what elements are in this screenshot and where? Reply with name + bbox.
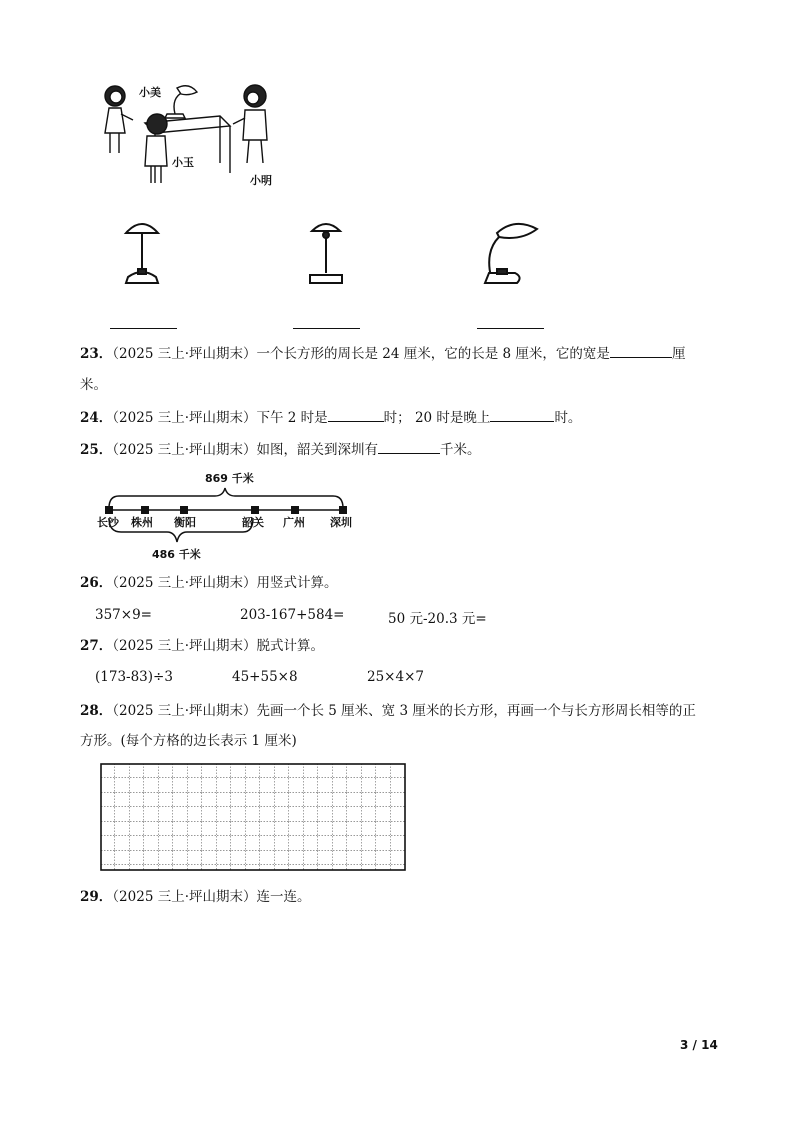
answer-blank-lamp-2[interactable] <box>293 327 360 329</box>
calc-item: 357×9= <box>95 607 152 623</box>
lamp-front-view-icon <box>118 215 168 290</box>
city-marker <box>291 506 299 514</box>
question-source: （2025 三上·坪山期末） <box>112 346 257 362</box>
question-number: 26 <box>80 575 99 591</box>
question-number: 25 <box>80 442 99 458</box>
city-marker <box>339 506 347 514</box>
calc-item: (173-83)÷3 <box>95 669 173 685</box>
city-label: 广州 <box>283 516 305 529</box>
question-23-continuation: 米。 <box>80 377 107 393</box>
drawing-grid[interactable] <box>100 763 406 871</box>
page-number: 3 / 14 <box>680 1038 718 1052</box>
label-xiaoyu: 小玉 <box>172 156 194 169</box>
city-marker <box>141 506 149 514</box>
lamp-side-view-icon <box>302 215 352 290</box>
question-28: 28．（2025 三上·坪山期末）先画一个长 5 厘米、宽 3 厘米的长方形，再画一个与长方形周长相等的正 <box>80 703 696 719</box>
question-24: 24．（2025 三上·坪山期末）下午 2 时是 时； 20 时是晚上 时。 <box>80 407 581 428</box>
answer-blank[interactable] <box>610 343 672 358</box>
city-label: 长沙 <box>97 516 119 529</box>
city-label: 深圳 <box>330 516 352 529</box>
question-27: 27．（2025 三上·坪山期末）脱式计算。 <box>80 638 324 654</box>
question-number: 28 <box>80 703 99 719</box>
question-text: 一个长方形的周长是 24 厘米，它的长是 8 厘米，它的宽是 <box>256 346 610 362</box>
answer-blank-lamp-3[interactable] <box>477 327 544 329</box>
question-source: （2025 三上·坪山期末） <box>112 442 257 458</box>
question-source: （2025 三上·坪山期末） <box>112 410 257 426</box>
answer-blank-lamp-1[interactable] <box>110 327 177 329</box>
city-label: 株州 <box>131 516 153 529</box>
route-partial-distance: 486 千米 <box>152 548 201 561</box>
calc-item: 25×4×7 <box>367 669 424 685</box>
city-marker <box>180 506 188 514</box>
calc-item: 45+55×8 <box>232 669 298 685</box>
question-number: 27 <box>80 638 99 654</box>
calc-item: 203-167+584= <box>240 607 345 623</box>
label-xiaomei: 小美 <box>139 86 161 99</box>
lamp-angled-view-icon <box>475 215 545 290</box>
question-23: 23．（2025 三上·坪山期末）一个长方形的周长是 24 厘米，它的长是 8 厘米，它的宽是 厘 <box>80 343 685 364</box>
city-label: 衡阳 <box>174 516 196 529</box>
city-marker <box>251 506 259 514</box>
route-total-distance: 869 千米 <box>205 472 254 485</box>
question-number: 29 <box>80 889 99 905</box>
question-source: （2025 三上·坪山期末） <box>112 575 257 591</box>
answer-blank[interactable] <box>328 407 384 422</box>
label-xiaoming: 小明 <box>250 174 272 187</box>
question-25: 25．（2025 三上·坪山期末）如图，韶关到深圳有 千米。 <box>80 439 481 460</box>
question-source: （2025 三上·坪山期末） <box>112 703 257 719</box>
answer-blank[interactable] <box>378 439 440 454</box>
question-29: 29．（2025 三上·坪山期末）连一连。 <box>80 889 311 905</box>
city-marker <box>105 506 113 514</box>
question-source: （2025 三上·坪山期末） <box>112 638 257 654</box>
calc-item: 50 元-20.3 元= <box>388 611 487 627</box>
city-label: 韶关 <box>242 516 264 529</box>
question-source: （2025 三上·坪山期末） <box>112 889 257 905</box>
question-number: 23 <box>80 346 99 362</box>
answer-blank[interactable] <box>490 407 554 422</box>
question-26: 26．（2025 三上·坪山期末）用竖式计算。 <box>80 575 338 591</box>
question-number: 24 <box>80 410 99 426</box>
question-28-continuation: 方形。(每个方格的边长表示 1 厘米) <box>80 733 297 749</box>
